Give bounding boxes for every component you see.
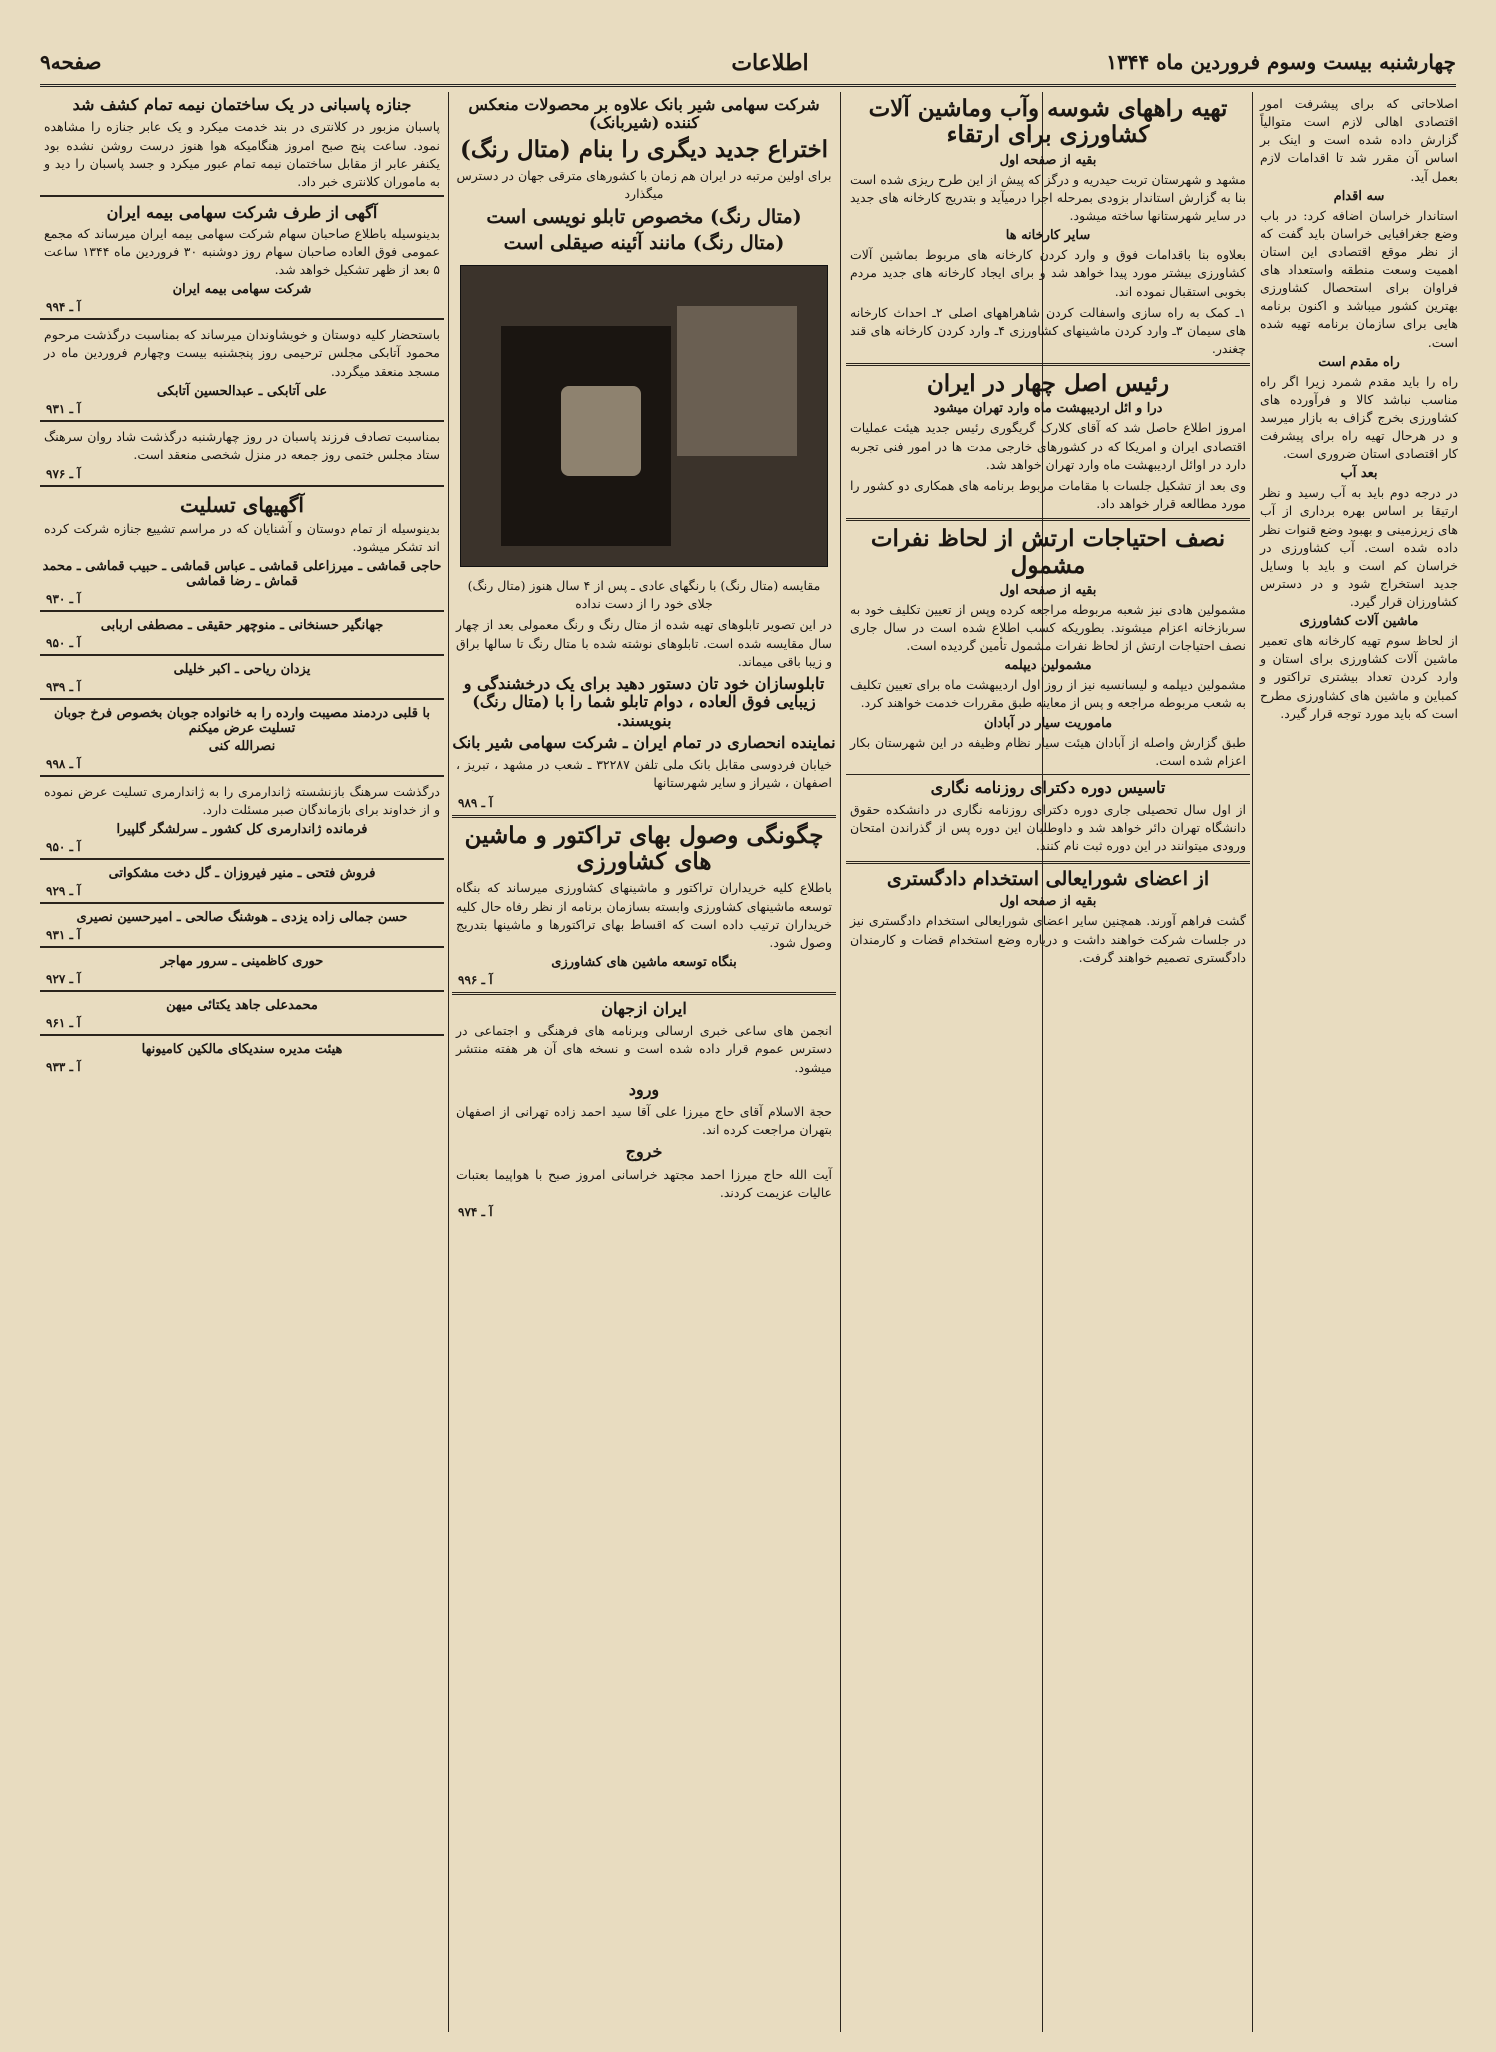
article-body: مشمولین هادی نیز شعبه مربوطه مراجعه کرده وپس از تعیین تکلیف خود به سربازخانه اعزام میشوند. بطوریکه کسب اطلاع شده است در سال جاری نصف احتیاجات ارتش از لحاظ نفرات مشمول تأمین گردیده است.	[850, 601, 1246, 654]
notice-body: بدینوسیله باطلاع صاحبان سهام شرکت سهامی بیمه ایران میرساند که مجمع عمومی فوق العاده صاحبان سهام روز دوشنبه ۳۰ فروردین ماه ۱۳۴۴ ساعت ۵ بعد از ظهر تشکیل خواهد شد.	[44, 225, 440, 278]
headline-agriculture: تهیه راههای شوسه وآب وماشین آلات کشاورزی برای ارتقاء	[868, 95, 1228, 149]
header-paper-name: اطلاعات	[731, 50, 809, 76]
notice-box	[40, 654, 444, 694]
notice-names: یزدان ریاحی ـ اکبر خلیلی	[173, 662, 311, 678]
notice-names: حاجی قماشی ـ میرزاعلی قماشی ـ عباس قماشی ـ حبیب قماشی ـ محمد قماش ـ رضا قماشی	[42, 559, 442, 590]
ad-code: آ ـ ۹۲۹	[46, 884, 81, 899]
subheading: مشمولین دیپلمه	[1004, 658, 1092, 674]
section-title: خروج	[625, 1142, 663, 1162]
ad-code: آ ـ ۹۳۳	[46, 1060, 81, 1075]
header-page-number: صفحه۹	[40, 50, 102, 74]
notice-box	[40, 318, 444, 415]
article-body: از اول سال تحصیلی جاری دوره دکترای روزنامه نگاری در دانشکده حقوق دانشگاه تهران دائر خواهد شد و داوطلبان این دوره پس از گذراندن امتحان ورودی میتوانند در این دوره ثبت نام کنند.	[850, 802, 1246, 854]
headline-journalism: تاسیس دوره دکترای روزنامه نگاری	[930, 777, 1166, 797]
divider	[846, 518, 1250, 521]
subheading: راه مقدم است	[1318, 354, 1400, 370]
column-rule	[1252, 92, 1253, 2032]
section-title: ایران ازجهان	[601, 998, 687, 1018]
article-body: مشهد و شهرستان تربت حیدریه و درگز که پیش از این طرح ریزی شده است بنا به گزارش استاندار بزودی بمرحله اجرا درمیآید و بتدریج کارخانه های جدید در سایر شهرستانها ساخته میشود.	[850, 171, 1246, 224]
notice-body: بدینوسیله از تمام دوستان و آشنایان که در مراسم تشییع جنازه شرکت کرده اند تشکر میشود.	[44, 520, 440, 555]
article-body: گشت فراهم آورند. همچنین سایر اعضای شورایعالی استخدام دادگستری نیز در جلسات شرکت خواهند داشت و درباره وضع استخدام قضات و کارمندان دادگستری تصمیم خواهند گرفت.	[850, 913, 1246, 965]
article-body: استاندار خراسان اضافه کرد: در باب وضع جغرافیایی خراسان باید گفت که از نظر موقع اقتصادی این استان اهمیت وسعت منطقه واستعداد های فراوان برای استحصال کشاورزی بهترین کشور میباشد و اکنون برنامه هایی برای سازمان برنامه تهیه شده است.	[1260, 207, 1458, 350]
column-news	[846, 92, 1250, 2032]
divider	[846, 363, 1250, 366]
ad-headline: شرکت سهامی شیر بانک علاوه بر محصولات منعکس کننده (شیربانک)	[468, 95, 820, 133]
notice-names: جهانگیر حسنخانی ـ منوچهر حقیقی ـ مصطفی اربابی	[100, 618, 384, 634]
ad-code: آ ـ ۹۹۴	[46, 300, 81, 315]
ad-headline: (متال رنگ) مخصوص تابلو نویسی است	[486, 206, 802, 229]
divider	[846, 861, 1250, 864]
ad-code: آ ـ ۹۳۰	[46, 592, 81, 607]
photo-caption: مقایسه (متال رنگ) با رنگهای عادی ـ پس از ۴ سال هنوز (متال رنگ) جلای خود را از دست نداده	[467, 578, 821, 612]
subheading: سه اقدام	[1333, 188, 1385, 204]
continued-label: بقیه از صفحه اول	[999, 582, 1097, 598]
column-notices	[40, 92, 444, 2032]
ad-headline: اختراع جدید دیگری را بنام (متال رنگ)	[459, 135, 829, 163]
notice-headline: آگهیهای تسلیت	[180, 492, 304, 517]
notice-names: علی آتابکی ـ عبدالحسین آتابکی	[156, 383, 328, 399]
article-body: انجمن های ساعی خبری ارسالی وبرنامه های فرهنگی و اجتماعی در دسترس عموم قرار داده شده است و نسخه های آن هر هفته منتشر میشود.	[456, 1023, 832, 1075]
column-rule	[448, 92, 449, 2032]
ad-code: آ ـ ۹۳۹	[46, 680, 81, 695]
column-ads-center	[452, 92, 836, 2032]
article-body: در درجه دوم باید به آب رسید و نظر ارتیقا بر اساس بهره برداری از آب های زیرزمینی و بهبود وضع قنوات نظر داده شده است. آب کشاورزی در خراسان کم است و باید با وسایل جدید استخراج شود و در دسترس کشاورزان قرار گیرد.	[1260, 485, 1458, 609]
ad-code: آ ـ ۹۲۷	[46, 972, 81, 987]
article-body: ۱ـ کمک به راه سازی واسفالت کردن شاهراههای اصلی ۲ـ احداث کارخانه های سیمان ۳ـ وارد کردن ماشینهای کشاورزی ۴ـ وارد کردن کارخانه های قند چغندر.	[850, 304, 1247, 356]
ad-code: آ ـ ۹۷۴	[458, 1205, 493, 1220]
subheading: ماشین آلات کشاورزی	[1299, 614, 1419, 630]
ad-code: آ ـ ۹۹۶	[458, 972, 493, 987]
headline-tractor: چگونگی وصول بهای تراکتور و ماشین های کشاورزی	[464, 821, 824, 876]
notice-box	[40, 1034, 444, 1074]
article-body: آیت الله حاج میرزا احمد مجتهد خراسانی امروز صبح با هواپیما بعتبات عالیات عزیمت کردند.	[456, 1166, 832, 1200]
ad-headline: نماینده انحصاری در تمام ایران ـ شرکت سهامی شیر بانک	[452, 732, 836, 752]
ad-headline: تابلوسازان خود تان دستور دهید برای یک درخشندگی و زیبایی فوق العاده ، دوام تابلو شما را با (متال رنگ) بنویسند.	[463, 673, 825, 730]
ad-code: آ ـ ۹۷۶	[46, 466, 81, 481]
notice-box	[40, 858, 444, 898]
notice-box	[40, 946, 444, 986]
header-date: چهارشنبه بیست وسوم فروردین ماه ۱۳۴۴	[1106, 50, 1456, 74]
ad-body: باطلاع کلیه خریداران تراکتور و ماشینهای کشاورزی میرساند که بنگاه توسعه ماشینهای کشاورزی وابسته بسازمان برنامه از نظر رفاه حال کلیه خریداران ترتیب داده است که اقساط بهای تراکتورها و ماشینها بتدریج وصول شود.	[456, 880, 832, 950]
article-body: بعلاوه بنا باقدامات فوق و وارد کردن کارخانه های مربوط بماشین آلات کشاورزی بیشتر مورد پیدا خواهد شد و برای ایجاد کارخانه های جدید مردم بخوبی استقبال نموده اند.	[850, 247, 1246, 299]
article-body: مشمولین دیپلمه و لیسانسیه نیز از روز اول اردیبهشت ماه برای تعیین تکلیف به شعب مربوطه مراجعه و پس از معاینه طبق مقررات خدمت خواهند کرد.	[850, 677, 1246, 711]
notice-names: محمدعلی جاهد یکتائی میهن	[166, 998, 318, 1014]
headline-army: نصف احتیاجات ارتش از لحاظ نفرات مشمول	[870, 525, 1226, 579]
notice-names: حسن جمالی زاده یزدی ـ هوشنگ صالحی ـ امیرحسین نصیری	[76, 910, 408, 926]
headline-point-four: رئیس اصل چهار در ایران	[926, 370, 1170, 397]
notice-org: هیئت مدیره سندیکای مالکین کامیونها	[141, 1042, 343, 1058]
notice-box	[40, 902, 444, 942]
ad-org: بنگاه توسعه ماشین های کشاورزی	[551, 954, 737, 970]
ad-code: آ ـ ۹۵۰	[46, 840, 81, 855]
ad-code: آ ـ ۹۳۱	[46, 928, 81, 943]
ad-code: آ ـ ۹۳۱	[46, 401, 81, 416]
notice-names: حوری کاظمینی ـ سرور مهاجر	[160, 954, 324, 970]
notice-names: نصرالله کنی	[208, 739, 276, 755]
subheading: درا و ائل اردیبهشت ماه وارد تهران میشود	[933, 401, 1163, 417]
notice-org: شرکت سهامی بیمه ایران	[172, 282, 312, 298]
photo-shape	[561, 386, 641, 476]
notice-box	[40, 698, 444, 771]
article-body: طبق گزارش واصله از آبادان هیئت سیار نظام وظیفه در این شهرستان بکار اعزام شده است.	[850, 734, 1246, 768]
notice-headline: جنازه پاسبانی در یک ساختمان نیمه تمام کشف شد	[72, 95, 412, 114]
column-agriculture	[1256, 92, 1462, 2032]
notice-box	[40, 485, 444, 606]
notice-body: باستحضار کلیه دوستان و خویشاوندان میرساند که بمناسبت درگذشت مرحوم محمود آتابکی مجلس ترحیمی روز پنجشنبه بیست وچهارم فروردین ماه در مسجد منعقد میگردد.	[44, 327, 440, 379]
divider	[846, 774, 1250, 775]
subheading: ماموریت سیار در آبادان	[983, 715, 1113, 731]
notice-org: فرمانده ژاندارمری کل کشور ـ سرلشگر گلپیرا	[116, 822, 368, 838]
divider	[452, 992, 836, 995]
ad-code: آ ـ ۹۸۹	[458, 795, 493, 810]
ad-body: خیابان فردوسی مقابل بانک ملی تلفن ۳۲۲۸۷ ـ شعب در مشهد ، تبریز ، اصفهان ، شیراز و سایر شهرستانها	[456, 757, 833, 791]
article-body: حجة الاسلام آقای حاج میرزا علی آقا سید احمد زاده تهرانی از اصفهان بتهران مراجعت کرده اند.	[456, 1104, 832, 1138]
article-body: راه را باید مقدم شمرد زیرا اگر راه مناسب نباشد کالا و فرآورده های کشاورزی بخرج گزاف به بازار میرسد و در هرحال تهیه راه برای پیشرفت کار اقتصادی استان ضروری است.	[1260, 373, 1458, 462]
article-body: امروز اطلاع حاصل شد که آقای کلارک گریگوری رئیس جدید هیئت عملیات اقتصادی ایران و امریکا که در کشورهای خارجی مدت ها در امور فنی تجربه دارد در اوائل اردیبهشت ماه وارد تهران خواهد شد.	[850, 420, 1246, 472]
notice-body: پاسبان مزبور در کلانتری در بند خدمت میکرد و یک عابر جنازه را مشاهده نمود. ساعت پنج صبح امروز هنگامیکه هوا هنوز درست روشن نشده بود یکنفر عابر از مقابل ساختمان نیمه تمام عبور میکرد و جسد پاسبان را دید و به ماموران کلانتری خبر داد.	[44, 119, 440, 189]
notice-body: بمناسبت تصادف فرزند پاسبان در روز چهارشنبه درگذشت شاد روان سرهنگ ستاد مجلس ختمی روز جمعه در منزل شخصی منعقد است.	[44, 428, 440, 462]
notice-names: فروش فتحی ـ منیر فیروزان ـ گل دخت مشکواتی	[108, 866, 376, 882]
ad-photo	[460, 265, 828, 567]
ad-code: آ ـ ۹۹۸	[46, 757, 81, 772]
notice-box	[40, 195, 444, 314]
ad-code: آ ـ ۹۵۰	[46, 636, 81, 651]
photo-shape	[677, 306, 797, 456]
notice-headline: آگهی از طرف شرکت سهامی بیمه ایران	[106, 202, 378, 222]
article-body: اصلاحاتی که برای پیشرفت امور اقتصادی اهالی لازم است متوالیاً گزارش داده شده است و اینک بر اساس آن مقرر شد تا اقدامات لازم بعمل آید.	[1260, 96, 1458, 184]
continued-label: بقیه از صفحه اول	[999, 152, 1097, 168]
divider	[452, 815, 836, 818]
page-header	[40, 48, 1456, 87]
headline-justice: از اعضای شورایعالی استخدام دادگستری	[886, 867, 1210, 890]
notice-box	[40, 775, 444, 854]
ad-code: آ ـ ۹۶۱	[46, 1016, 81, 1031]
notice-headline: با قلبی دردمند مصیبت وارده را به خانواده جوبان بخصوص فرخ جوبان تسلیت عرض میکنم	[53, 706, 431, 737]
notice-body: درگذشت سرهنگ بازنشسته ژاندارمری را به ژاندارمری تسلیت عرض نموده و از خداوند برای بازماندگان صبر مسئلت دارد.	[44, 784, 440, 818]
article-body: از لحاظ سوم تهیه کارخانه های تعمیر ماشین آلات کشاورزی برای استان و وارد کردن تعداد بیشتری تراکتور و کمباین و ماشین های کشاورزی مطرح است که باید مورد توجه قرار گیرد.	[1260, 633, 1458, 721]
section-title: ورود	[628, 1079, 660, 1099]
ad-body: در این تصویر تابلوهای تهیه شده از متال رنگ و رنگ معمولی بعد از چهار سال مقایسه شده است. تابلوهای نوشته شده با متال رنگ تا سالها براق و زیبا باقی میماند.	[456, 617, 832, 669]
ad-headline: (متال رنگ) مانند آئینه صیقلی است	[503, 232, 785, 255]
notice-box	[40, 420, 444, 481]
notice-box	[40, 610, 444, 650]
continued-label: بقیه از صفحه اول	[999, 894, 1097, 910]
notice-box	[40, 990, 444, 1030]
article-body: وی بعد از تشکیل جلسات با مقامات مربوط برنامه های همکاری دو کشور را مورد مطالعه قرار خواهد داد.	[850, 477, 1246, 511]
ad-body: برای اولین مرتبه در ایران هم زمان با کشورهای مترقی جهان در دسترس میگذارد	[456, 168, 832, 202]
subheading: بعد آب	[1340, 466, 1378, 482]
column-rule	[840, 92, 841, 2032]
subheading: سایر کارخانه ها	[1005, 228, 1091, 244]
